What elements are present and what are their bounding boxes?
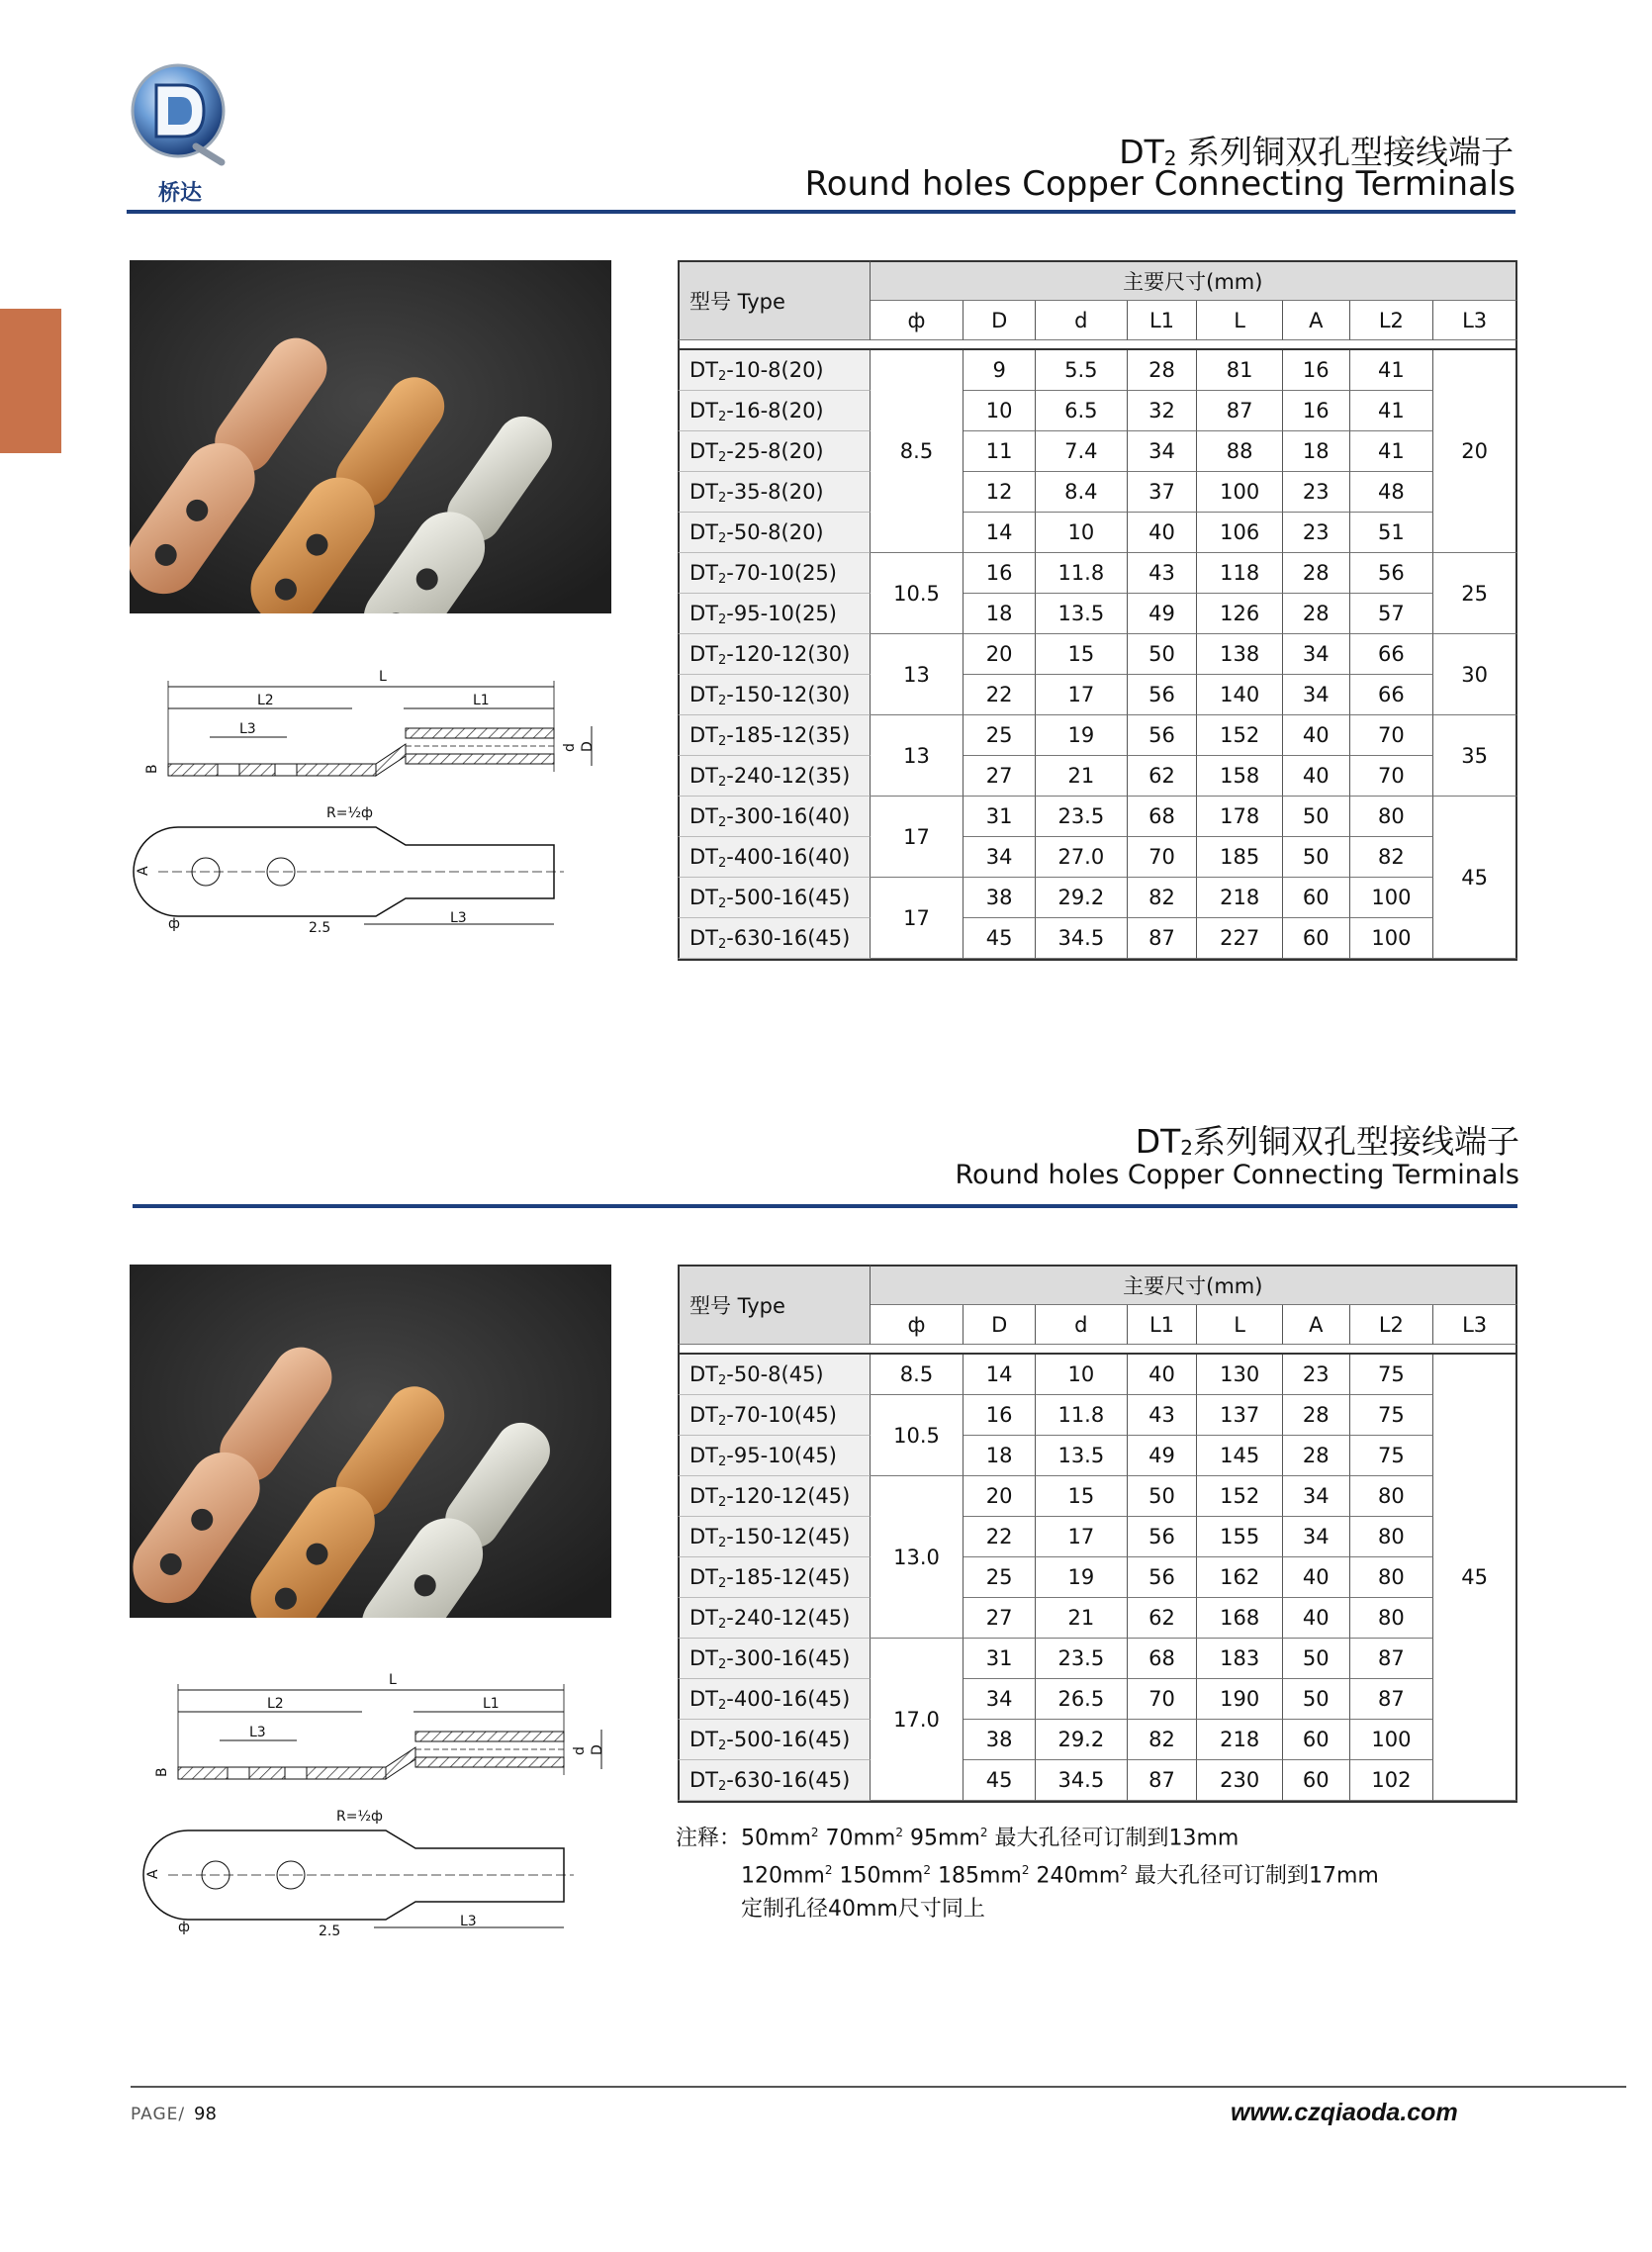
value-cell: 17 [1036, 675, 1128, 715]
value-cell: 10 [1036, 1355, 1128, 1395]
dim-gap-label: 2.5 [309, 920, 331, 936]
value-cell: 27 [964, 756, 1036, 797]
table-row [678, 756, 1517, 797]
table-row [678, 1517, 1517, 1557]
value-cell: 40 [1128, 513, 1198, 553]
l3-cell: 45 [1433, 797, 1517, 959]
col-header: L3 [1433, 1305, 1517, 1345]
value-cell: 80 [1350, 797, 1434, 837]
value-cell: 137 [1197, 1395, 1283, 1436]
phi-cell: 17 [871, 878, 964, 959]
table-row [678, 513, 1517, 553]
value-cell: 100 [1197, 472, 1283, 513]
value-cell: 185 [1197, 837, 1283, 878]
website-url: www.czqiaoda.com [1231, 2099, 1458, 2126]
col-header: L [1197, 1305, 1283, 1345]
section2-title-cn: $DT_2$系列铜双孔型接线端子 [1135, 1122, 1519, 1161]
side-tab [0, 309, 61, 453]
dim-A-label: A [136, 866, 151, 876]
table-row [678, 1639, 1517, 1679]
note-line-3: 定制孔径40mm尺寸同上 [741, 1896, 985, 1922]
dim-L2-label: L2 [257, 693, 274, 708]
value-cell: 75 [1350, 1395, 1434, 1436]
footer-divider [131, 2086, 1626, 2088]
value-cell: 190 [1197, 1679, 1283, 1720]
l3-cell: 35 [1433, 715, 1517, 797]
section2-title-en: Round holes Copper Connecting Terminals [955, 1160, 1519, 1190]
model-cell: $DT_2-400-16(45)$ [678, 1679, 871, 1720]
value-cell: 5.5 [1036, 350, 1128, 391]
l3-cell: 30 [1433, 634, 1517, 715]
value-cell: 43 [1128, 1395, 1198, 1436]
value-cell: 6.5 [1036, 391, 1128, 431]
model-cell: $DT_2-120-12(30)$ [678, 634, 871, 675]
value-cell: 27.0 [1036, 837, 1128, 878]
model-cell: $DT_2-70-10(45)$ [678, 1395, 871, 1436]
value-cell: 28 [1128, 350, 1198, 391]
value-cell: 51 [1350, 513, 1434, 553]
value-cell: 10 [964, 391, 1036, 431]
value-cell: 45 [964, 918, 1036, 959]
value-cell: 50 [1283, 1679, 1350, 1720]
phi-cell: 8.5 [871, 1355, 964, 1395]
table-row [678, 431, 1517, 472]
table-row [678, 878, 1517, 918]
logo-caption: 桥达 [158, 181, 203, 206]
table-row [678, 1598, 1517, 1639]
technical-drawing-1 [129, 661, 613, 938]
model-cell: $DT_2-95-10(45)$ [678, 1436, 871, 1476]
value-cell: 183 [1197, 1639, 1283, 1679]
value-cell: 32 [1128, 391, 1198, 431]
dim2-L-label: L [389, 1672, 397, 1688]
table-row [678, 1557, 1517, 1598]
col-header: D [964, 1305, 1036, 1345]
col-header: ф [871, 301, 964, 340]
value-cell: 80 [1350, 1557, 1434, 1598]
col-header: L2 [1350, 1305, 1434, 1345]
value-cell: 87 [1350, 1679, 1434, 1720]
page-label: PAGE/ [131, 2105, 186, 2124]
table-row [678, 1760, 1517, 1801]
col-header: D [964, 301, 1036, 340]
value-cell: 80 [1350, 1476, 1434, 1517]
value-cell: 102 [1350, 1760, 1434, 1801]
value-cell: 27 [964, 1598, 1036, 1639]
value-cell: 50 [1128, 634, 1198, 675]
dim2-L1-label: L1 [483, 1696, 500, 1712]
value-cell: 41 [1350, 350, 1434, 391]
product-photo-1 [130, 260, 611, 613]
phi-cell: 13 [871, 715, 964, 797]
value-cell: 17 [1036, 1517, 1128, 1557]
dim2-B-label: B [154, 1767, 170, 1777]
value-cell: 16 [964, 553, 1036, 594]
model-cell: $DT_2-500-16(45)$ [678, 1720, 871, 1760]
value-cell: 8.4 [1036, 472, 1128, 513]
table-row [678, 715, 1517, 756]
col-header: L2 [1350, 301, 1434, 340]
value-cell: 34 [1283, 1476, 1350, 1517]
value-cell: 23 [1283, 513, 1350, 553]
value-cell: 87 [1197, 391, 1283, 431]
value-cell: 23 [1283, 1355, 1350, 1395]
value-cell: 38 [964, 1720, 1036, 1760]
model-cell: $DT_2-185-12(45)$ [678, 1557, 871, 1598]
value-cell: 60 [1283, 878, 1350, 918]
company-logo [127, 59, 235, 208]
value-cell: 50 [1283, 837, 1350, 878]
model-cell: $DT_2-240-12(45)$ [678, 1598, 871, 1639]
dim-phi-label: ф [168, 916, 180, 932]
value-cell: 23 [1283, 472, 1350, 513]
model-cell: $DT_2-16-8(20)$ [678, 391, 871, 431]
value-cell: 57 [1350, 594, 1434, 634]
phi-cell: 17.0 [871, 1639, 964, 1801]
value-cell: 68 [1128, 797, 1198, 837]
col-header: L1 [1128, 301, 1198, 340]
model-cell: $DT_2-10-8(20)$ [678, 350, 871, 391]
col-header: A [1283, 301, 1350, 340]
dim2-d-label: d [572, 1746, 588, 1755]
table-row [678, 1395, 1517, 1436]
col-header: L [1197, 301, 1283, 340]
dim-B-label: B [144, 764, 160, 774]
table-row [678, 1720, 1517, 1760]
value-cell: 16 [964, 1395, 1036, 1436]
model-cell: $DT_2-50-8(45)$ [678, 1355, 871, 1395]
value-cell: 87 [1350, 1639, 1434, 1679]
value-cell: 28 [1283, 1395, 1350, 1436]
value-cell: 43 [1128, 553, 1198, 594]
table-row [678, 553, 1517, 594]
model-cell: $DT_2-630-16(45)$ [678, 1760, 871, 1801]
model-cell: $DT_2-120-12(45)$ [678, 1476, 871, 1517]
table-row [678, 675, 1517, 715]
value-cell: 106 [1197, 513, 1283, 553]
value-cell: 15 [1036, 634, 1128, 675]
value-cell: 21 [1036, 756, 1128, 797]
value-cell: 15 [1036, 1476, 1128, 1517]
model-cell: $DT_2-240-12(35)$ [678, 756, 871, 797]
value-cell: 50 [1283, 1639, 1350, 1679]
value-cell: 50 [1128, 1476, 1198, 1517]
dim-d-label: d [562, 743, 578, 752]
value-cell: 41 [1350, 391, 1434, 431]
note-line-2: $120mm^2$ $150mm^2$ $185mm^2$ $240mm^2$ 最大孔径可订制到17mm [741, 1863, 1379, 1889]
value-cell: 126 [1197, 594, 1283, 634]
model-cell: $DT_2-300-16(40)$ [678, 797, 871, 837]
model-cell: $DT_2-25-8(20)$ [678, 431, 871, 472]
value-cell: 25 [964, 715, 1036, 756]
model-cell: $DT_2-95-10(25)$ [678, 594, 871, 634]
value-cell: 218 [1197, 878, 1283, 918]
value-cell: 11.8 [1036, 1395, 1128, 1436]
value-cell: 70 [1350, 715, 1434, 756]
l3-cell: 25 [1433, 553, 1517, 634]
value-cell: 152 [1197, 1476, 1283, 1517]
value-cell: 48 [1350, 472, 1434, 513]
table-row [678, 1436, 1517, 1476]
value-cell: 19 [1036, 715, 1128, 756]
spec-table-1 [678, 260, 1517, 961]
value-cell: 118 [1197, 553, 1283, 594]
value-cell: 19 [1036, 1557, 1128, 1598]
value-cell: 155 [1197, 1517, 1283, 1557]
col-header: L3 [1433, 301, 1517, 340]
value-cell: 18 [1283, 431, 1350, 472]
value-cell: 49 [1128, 594, 1198, 634]
value-cell: 14 [964, 513, 1036, 553]
notes-block [676, 1817, 1379, 1925]
table-row [678, 918, 1517, 959]
col-header: d [1036, 1305, 1128, 1345]
dim-L1-label: L1 [473, 693, 490, 708]
value-cell: 81 [1197, 350, 1283, 391]
model-cell: $DT_2-150-12(45)$ [678, 1517, 871, 1557]
value-cell: 29.2 [1036, 878, 1128, 918]
value-cell: 227 [1197, 918, 1283, 959]
value-cell: 62 [1128, 1598, 1198, 1639]
model-cell: $DT_2-185-12(35)$ [678, 715, 871, 756]
value-cell: 152 [1197, 715, 1283, 756]
col-header: A [1283, 1305, 1350, 1345]
value-cell: 138 [1197, 634, 1283, 675]
value-cell: 178 [1197, 797, 1283, 837]
value-cell: 22 [964, 1517, 1036, 1557]
model-cell: $DT_2-70-10(25)$ [678, 553, 871, 594]
dim2-L3-bottom-label: L3 [460, 1914, 477, 1929]
col-header: d [1036, 301, 1128, 340]
value-cell: 82 [1128, 878, 1198, 918]
value-cell: 56 [1128, 1557, 1198, 1598]
value-cell: 34 [964, 1679, 1036, 1720]
value-cell: 40 [1283, 756, 1350, 797]
value-cell: 145 [1197, 1436, 1283, 1476]
value-cell: 18 [964, 594, 1036, 634]
value-cell: 13.5 [1036, 1436, 1128, 1476]
page-number: 98 [194, 2104, 217, 2124]
model-cell: $DT_2-630-16(45)$ [678, 918, 871, 959]
value-cell: 28 [1283, 594, 1350, 634]
value-cell: 34 [1128, 431, 1198, 472]
dim2-L2-label: L2 [267, 1696, 284, 1712]
value-cell: 82 [1128, 1720, 1198, 1760]
value-cell: 80 [1350, 1517, 1434, 1557]
value-cell: 23.5 [1036, 797, 1128, 837]
value-cell: 40 [1128, 1355, 1198, 1395]
value-cell: 87 [1128, 918, 1198, 959]
l3-cell: 20 [1433, 350, 1517, 553]
value-cell: 100 [1350, 1720, 1434, 1760]
value-cell: 82 [1350, 837, 1434, 878]
value-cell: 87 [1128, 1760, 1198, 1801]
value-cell: 16 [1283, 391, 1350, 431]
dim-L-label: L [379, 669, 387, 685]
phi-cell: 13 [871, 634, 964, 715]
value-cell: 14 [964, 1355, 1036, 1395]
value-cell: 11 [964, 431, 1036, 472]
phi-cell: 8.5 [871, 350, 964, 553]
col-header: L1 [1128, 1305, 1198, 1345]
value-cell: 28 [1283, 553, 1350, 594]
value-cell: 20 [964, 1476, 1036, 1517]
value-cell: 60 [1283, 1720, 1350, 1760]
model-cell: $DT_2-50-8(20)$ [678, 513, 871, 553]
value-cell: 22 [964, 675, 1036, 715]
phi-cell: 10.5 [871, 1395, 964, 1476]
value-cell: 10 [1036, 513, 1128, 553]
main-dims-header: 主要尺寸(mm) [871, 260, 1517, 301]
value-cell: 34 [1283, 675, 1350, 715]
model-cell: $DT_2-150-12(30)$ [678, 675, 871, 715]
value-cell: 218 [1197, 1720, 1283, 1760]
table-row [678, 1476, 1517, 1517]
value-cell: 13.5 [1036, 594, 1128, 634]
dim2-R-label: R=½ф [336, 1809, 383, 1825]
main-dims-header: 主要尺寸(mm) [871, 1265, 1517, 1305]
dim-L3-bottom-label: L3 [450, 910, 467, 926]
table-row [678, 472, 1517, 513]
value-cell: 21 [1036, 1598, 1128, 1639]
value-cell: 40 [1283, 1598, 1350, 1639]
value-cell: 140 [1197, 675, 1283, 715]
dim-R-label: R=½ф [326, 805, 373, 821]
value-cell: 62 [1128, 756, 1198, 797]
dim2-L3-label: L3 [249, 1725, 266, 1740]
value-cell: 100 [1350, 918, 1434, 959]
value-cell: 12 [964, 472, 1036, 513]
table-row [678, 837, 1517, 878]
value-cell: 75 [1350, 1436, 1434, 1476]
value-cell: 20 [964, 634, 1036, 675]
value-cell: 31 [964, 1639, 1036, 1679]
dim2-gap-label: 2.5 [319, 1924, 341, 1939]
value-cell: 29.2 [1036, 1720, 1128, 1760]
value-cell: 60 [1283, 918, 1350, 959]
value-cell: 168 [1197, 1598, 1283, 1639]
value-cell: 28 [1283, 1436, 1350, 1476]
value-cell: 38 [964, 878, 1036, 918]
value-cell: 60 [1283, 1760, 1350, 1801]
value-cell: 45 [964, 1760, 1036, 1801]
col-header: ф [871, 1305, 964, 1345]
value-cell: 162 [1197, 1557, 1283, 1598]
value-cell: 37 [1128, 472, 1198, 513]
value-cell: 75 [1350, 1355, 1434, 1395]
value-cell: 16 [1283, 350, 1350, 391]
table-row [678, 594, 1517, 634]
value-cell: 34 [964, 837, 1036, 878]
model-cell: $DT_2-400-16(40)$ [678, 837, 871, 878]
value-cell: 34 [1283, 1517, 1350, 1557]
value-cell: 34.5 [1036, 1760, 1128, 1801]
value-cell: 66 [1350, 675, 1434, 715]
value-cell: 40 [1283, 715, 1350, 756]
value-cell: 11.8 [1036, 553, 1128, 594]
value-cell: 34.5 [1036, 918, 1128, 959]
value-cell: 56 [1128, 1517, 1198, 1557]
model-cell: $DT_2-500-16(45)$ [678, 878, 871, 918]
dim-D-label: D [580, 741, 596, 752]
value-cell: 25 [964, 1557, 1036, 1598]
value-cell: 230 [1197, 1760, 1283, 1801]
table-row [678, 1355, 1517, 1395]
value-cell: 68 [1128, 1639, 1198, 1679]
dim2-phi-label: ф [178, 1920, 190, 1935]
section1-title-cn: $DT_2$ 系列铜双孔型接线端子 [1119, 133, 1514, 171]
value-cell: 56 [1128, 715, 1198, 756]
table-row [678, 634, 1517, 675]
value-cell: 34 [1283, 634, 1350, 675]
value-cell: 49 [1128, 1436, 1198, 1476]
section2-divider [133, 1204, 1517, 1208]
value-cell: 9 [964, 350, 1036, 391]
value-cell: 56 [1128, 675, 1198, 715]
value-cell: 88 [1197, 431, 1283, 472]
phi-cell: 10.5 [871, 553, 964, 634]
section1-divider [127, 210, 1515, 214]
value-cell: 70 [1350, 756, 1434, 797]
product-photo-2 [130, 1265, 611, 1618]
value-cell: 23.5 [1036, 1639, 1128, 1679]
value-cell: 66 [1350, 634, 1434, 675]
table-row [678, 797, 1517, 837]
value-cell: 100 [1350, 878, 1434, 918]
value-cell: 31 [964, 797, 1036, 837]
value-cell: 56 [1350, 553, 1434, 594]
value-cell: 7.4 [1036, 431, 1128, 472]
value-cell: 26.5 [1036, 1679, 1128, 1720]
dim2-A-label: A [145, 1869, 161, 1879]
type-header: 型号 Type [678, 1265, 871, 1345]
value-cell: 18 [964, 1436, 1036, 1476]
type-header: 型号 Type [678, 260, 871, 340]
technical-drawing-2 [138, 1664, 623, 1941]
note-line-1: 注释：$50mm^2$ $70mm^2$ $95mm^2$ 最大孔径可订制到13mm [676, 1826, 1239, 1851]
section1-title-en: Round holes Copper Connecting Terminals [804, 164, 1515, 204]
value-cell: 80 [1350, 1598, 1434, 1639]
table-row [678, 350, 1517, 391]
model-cell: $DT_2-35-8(20)$ [678, 472, 871, 513]
value-cell: 130 [1197, 1355, 1283, 1395]
value-cell: 158 [1197, 756, 1283, 797]
value-cell: 40 [1283, 1557, 1350, 1598]
phi-cell: 17 [871, 797, 964, 878]
value-cell: 41 [1350, 431, 1434, 472]
table-row [678, 391, 1517, 431]
dim-L3-label: L3 [239, 721, 256, 737]
model-cell: $DT_2-300-16(45)$ [678, 1639, 871, 1679]
value-cell: 70 [1128, 837, 1198, 878]
spec-table-2 [678, 1265, 1517, 1803]
value-cell: 50 [1283, 797, 1350, 837]
phi-cell: 13.0 [871, 1476, 964, 1639]
dim2-D-label: D [590, 1744, 605, 1755]
table-row [678, 1679, 1517, 1720]
l3-cell: 45 [1433, 1355, 1517, 1801]
value-cell: 70 [1128, 1679, 1198, 1720]
